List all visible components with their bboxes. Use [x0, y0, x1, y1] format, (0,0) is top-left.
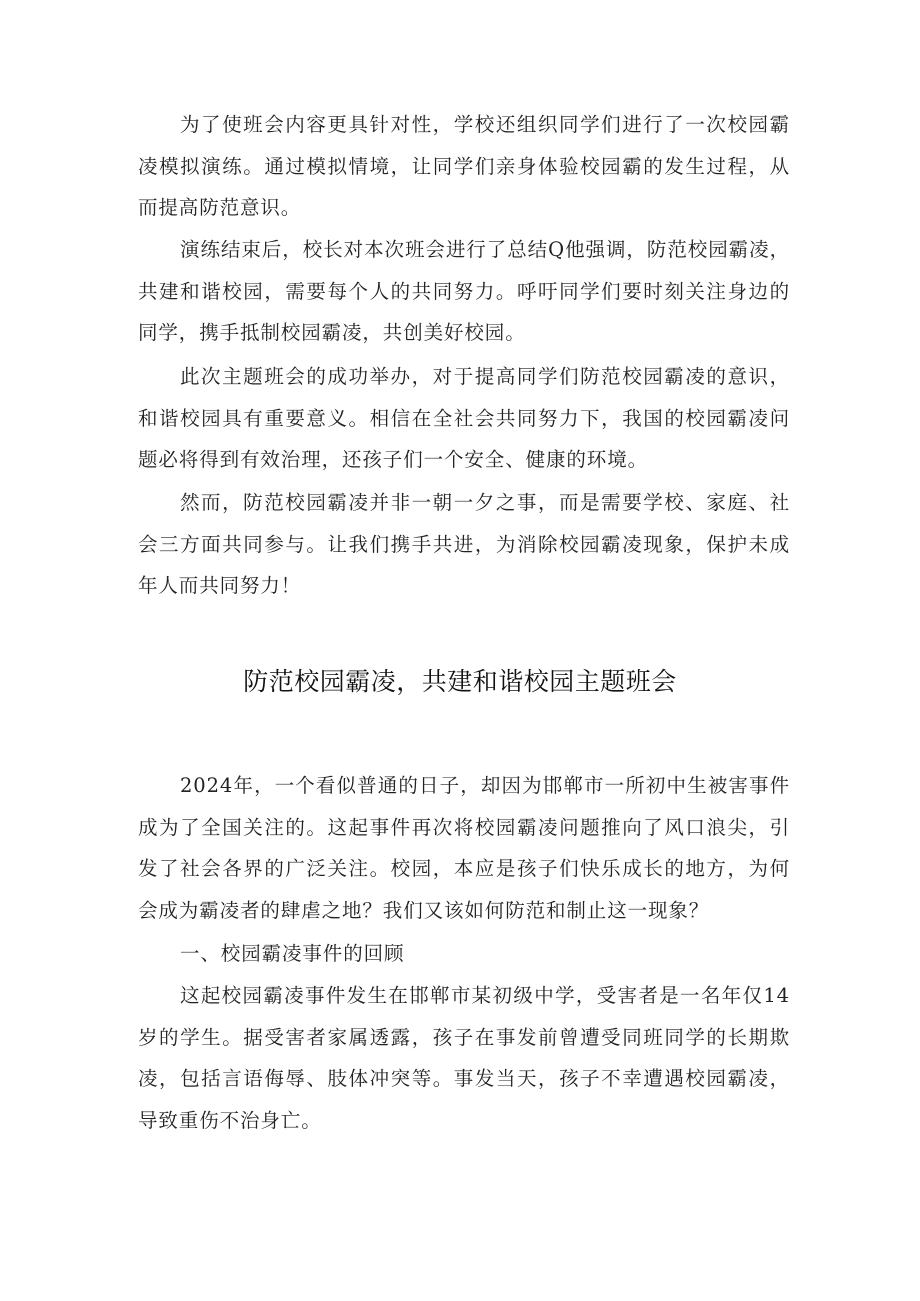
paragraph-mock-drill: 为了使班会内容更具针对性，学校还组织同学们进行了一次校园霸凌模拟演练。通过模拟情境，让同学们亲身体验校园霸的发生过程，从而提高防范意识。 — [138, 113, 790, 219]
paragraph-call-to-action: 然而，防范校园霸凌并非一朝一夕之事，而是需要学校、家庭、社会三方面共同参与。让我们携手共进，为消除校园霸凌现象，保护未成年人而共同努力！ — [138, 491, 790, 597]
paragraph-introduction: 2024年，一个看似普通的日子，却因为邯郸市一所初中生被害事件成为了全国关注的。这起事件再次将校园霸凌问题推向了风口浪尖，引发了社会各界的广泛关注。校园，本应是孩子们快乐成长的地方，为何会成为霸凌者的肆虐之地？我们又该如何防范和制止这一现象？ — [138, 774, 790, 922]
paragraph-significance: 此次主题班会的成功举办，对于提高同学们防范校园霸凌的意识，和谐校园具有重要意义。相信在全社会共同努力下，我国的校园霸凌问题必将得到有效治理，还孩子们一个安全、健康的环境。 — [138, 365, 790, 471]
section-title: 防范校园霸凌，共建和谐校园主题班会 — [243, 667, 677, 696]
paragraph-principal-summary: 演练结束后，校长对本次班会进行了总结Q他强调，防范校园霸凌，共建和谐校园，需要每个人的共同努力。呼吁同学们要时刻关注身边的同学，携手抵制校园霸凌，共创美好校园。 — [138, 238, 790, 344]
section-heading-review: 一、校园霸凌事件的回顾 — [180, 942, 405, 965]
paragraph-incident-review: 这起校园霸凌事件发生在邯郸市某初级中学，受害者是一名年仅14岁的学生。据受害者家属透露，孩子在事发前曾遭受同班同学的长期欺凌，包括言语侮辱、肢体冲突等。事发当天，孩子不幸遭遇校园霸凌，导致重伤不治身亡。 — [138, 984, 790, 1132]
